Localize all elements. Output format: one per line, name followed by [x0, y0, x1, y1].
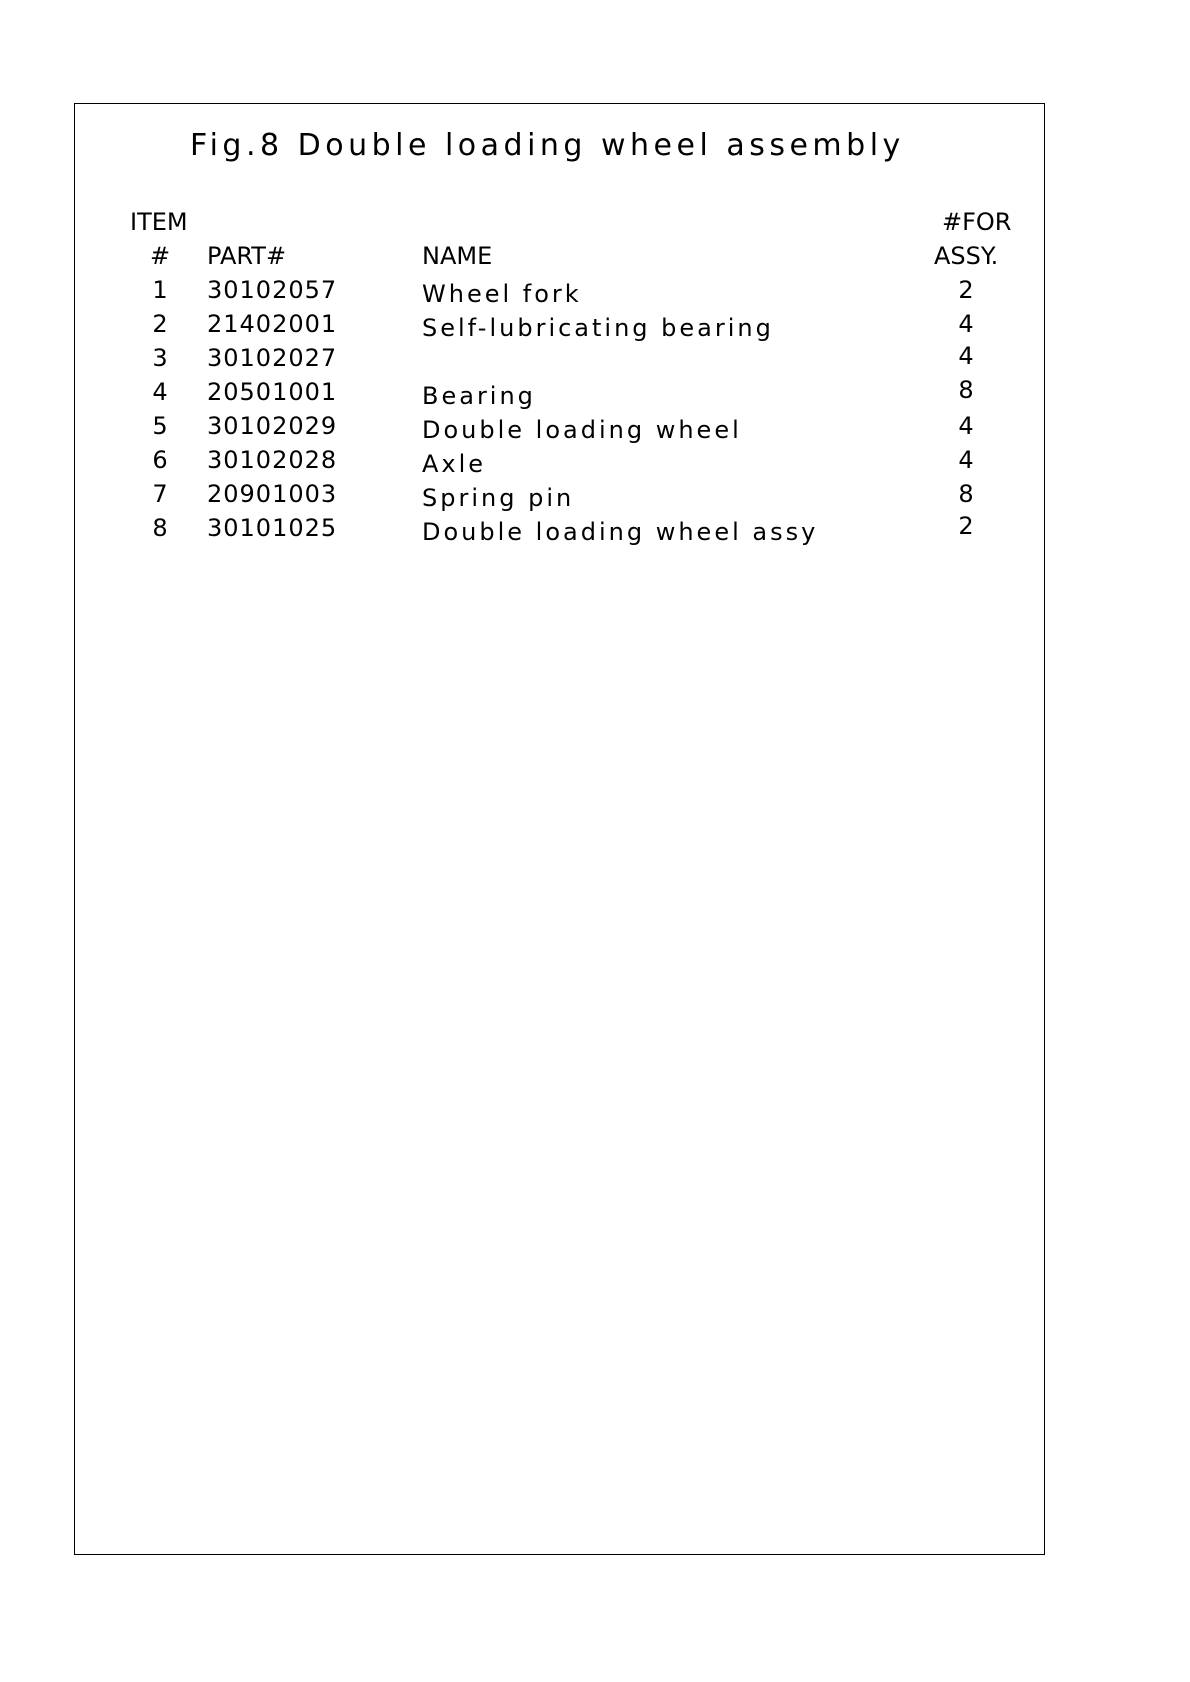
row-4-name: Bearing — [422, 382, 536, 410]
row-4-item: 4 — [152, 378, 168, 406]
row-1-part: 30102057 — [207, 276, 338, 304]
header-qty-line1: #FOR — [942, 208, 1012, 236]
row-5-name: Double loading wheel — [422, 416, 742, 444]
row-7-part: 20901003 — [207, 480, 338, 508]
row-6-qty: 4 — [958, 446, 974, 474]
row-8-item: 8 — [152, 514, 168, 542]
row-1-name: Wheel fork — [422, 280, 582, 308]
row-4-qty: 8 — [958, 376, 974, 404]
row-1-item: 1 — [152, 276, 168, 304]
row-8-qty: 2 — [958, 512, 974, 540]
row-2-qty: 4 — [958, 310, 974, 338]
row-6-part: 30102028 — [207, 446, 338, 474]
row-4-part: 20501001 — [207, 378, 338, 406]
figure-title: Fig.8 Double loading wheel assembly — [190, 128, 905, 163]
row-5-qty: 4 — [958, 412, 974, 440]
row-6-item: 6 — [152, 446, 168, 474]
header-name: NAME — [422, 242, 493, 270]
row-2-part: 21402001 — [207, 310, 338, 338]
row-2-name: Self-lubricating bearing — [422, 314, 774, 342]
row-7-name: Spring pin — [422, 484, 575, 512]
row-5-item: 5 — [152, 412, 168, 440]
header-item-line2: # — [149, 242, 171, 270]
row-3-part: 30102027 — [207, 344, 338, 372]
row-3-qty: 4 — [958, 342, 974, 370]
row-2-item: 2 — [152, 310, 168, 338]
row-1-qty: 2 — [958, 276, 974, 304]
row-8-part: 30101025 — [207, 514, 338, 542]
row-7-qty: 8 — [958, 480, 974, 508]
header-item-line1: ITEM — [130, 208, 188, 236]
header-qty-line2: ASSY. — [934, 242, 999, 270]
row-6-name: Axle — [422, 450, 487, 478]
row-7-item: 7 — [152, 480, 168, 508]
header-part: PART# — [207, 242, 287, 270]
row-3-item: 3 — [152, 344, 168, 372]
row-8-name: Double loading wheel assy — [422, 518, 819, 546]
row-5-part: 30102029 — [207, 412, 338, 440]
